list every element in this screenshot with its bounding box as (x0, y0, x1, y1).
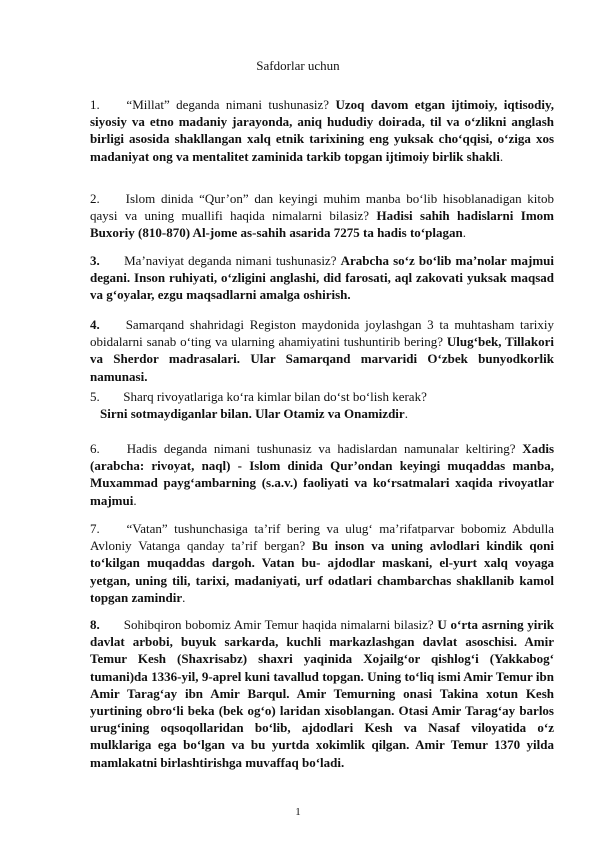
question-item-6 (90, 440, 554, 509)
page-number: 1 (295, 806, 301, 818)
question-text: Ma’naviyat deganda nimani tushunasiz? (124, 253, 337, 268)
question-number: 7. (90, 521, 100, 536)
question-number: 5. (90, 389, 100, 404)
question-number: 8. (90, 617, 100, 632)
question-item-1 (90, 96, 554, 165)
question-item-3 (90, 252, 554, 304)
answer-tail: . (499, 148, 504, 164)
question-item-8 (90, 616, 554, 771)
answer-text: Arabcha so‘z bo‘lib ma’nolar majmui degani. Inson ruhiyati, o‘zligini anglashi, did farosati, aql zakovati yuksak maqsad va g‘oyalar, ezgu maqsadlarni amalga oshirish. (90, 253, 554, 303)
question-text: Hadis deganda nimani tushunasiz va hadislardan namunalar keltiring? (126, 441, 516, 456)
answer-text: Sirni sotmaydiganlar bilan. Ular Otamiz va Onamizdir (100, 406, 405, 422)
answer-text: Xadis (arabcha: rivoyat, naql) - Islom dinida Qur’ondan keyingi muqaddas manba, Muxammad payg‘ambarning (s.a.v.) faoliyati va ko‘rsatmalari xaqida rivoyatlar majmui (90, 441, 555, 508)
question-number: 3. (90, 253, 100, 268)
answer-text: Uzoq davom etgan ijtimoiy, iqtisodiy, siyosiy va etno madaniy jarayonda, aniq hududiy doirada, til va o‘zlikni anglash birligi asosida shakllangan xalq etnik tarixining eng yuksak cho‘qqisi, o‘ziga xos madaniyat ong va mentalitet zaminida tarkib topgan ijtimoiy birlik shakli (90, 97, 554, 164)
answer-tail: . (462, 225, 466, 241)
question-text: “Vatan” tushunchasiga ta’rif bering va ulug‘ ma’rifatparvar bobomiz Abdulla Avloniy Vatanga qanday ta’rif bergan? (90, 521, 554, 554)
answer-tail: . (182, 589, 186, 605)
document-title: Safdorlar uchun (256, 58, 340, 73)
question-number: 1. (90, 97, 100, 112)
question-text: Samarqand shahridagi Registon maydonida joylashgan 3 ta muhtasham tarixiy obidalarni sanab o‘ting va ularning ahamiyatini tushuntirib bering? (90, 317, 554, 350)
question-text: “Millat” deganda nimani tushunasiz? (126, 97, 330, 112)
question-item-5 (90, 388, 554, 422)
question-item-7 (90, 520, 554, 606)
question-number: 4. (90, 317, 100, 332)
question-text: Sohibqiron bobomiz Amir Temur haqida nimalarni bilasiz? (123, 617, 434, 632)
answer-text: Bu inson va uning avlodlari kindik qoni to‘kilgan muqaddas dargoh. Vatan bu- ajdodlar maskani, el-yurt xalq voyaga yetgan, uning tili, tarixi, madaniyati, urf odatlari chambarchas shakllanib kamol topgan zamindir (90, 538, 554, 605)
question-number: 2. (90, 191, 100, 206)
answer-tail: . (133, 492, 137, 508)
answer-text: Ulug‘bek, Tillakori va Sherdor madrasalari. Ular Samarqand marvaridi O‘zbek bunyodkorlik namunasi. (90, 334, 555, 384)
answer-tail: . (404, 406, 408, 422)
answer-text: U o‘rta asrning yirik davlat arbobi, buyuk sarkarda, kuchli markazlashgan davlat asoschisi. Amir Temur Kesh (Shaxrisabz) shaxri yaqinida Xojailg‘or qishlog‘i (Yakkabog‘ tumani)da 1336-yil, 9-aprel kuni tavallud topgan. Uning to‘liq ismi Amir Temur ibn Amir Tarag‘ay ibn Amir Barqul. Amir Temurning onasi Takina xotun Kesh yurtining obro‘li beka (bek og‘o) laridan xisoblangan. Otasi Amir Tarag‘ay barlos urug‘ining oqsoqollaridan bo‘lib, ajdodlari Kesh va Nasaf viloyatida o‘z mulklariga ega bo‘lgan va bu yurtda xokimlik qilgan. Amir Temur 1370 yilda mamlakatni birlashtirishga muvaffaq bo‘ladi. (90, 617, 555, 770)
question-item-4 (90, 316, 554, 385)
answer-text: Hadisi sahih hadislarni Imom Buxoriy (810-870) Al-jome as-sahih asarida 7275 ta hadis to‘plagan (90, 208, 555, 241)
question-item-2 (90, 190, 554, 242)
question-text: Sharq rivoyatlariga ko‘ra kimlar bilan do‘st bo‘lish kerak? (123, 389, 427, 404)
question-text: Islom dinida “Qur’on” dan keyingi muhim manba bo‘lib hisoblanadigan kitob qaysi va uning muallifi haqida nimalarni bilasiz? (90, 191, 555, 224)
question-number: 6. (90, 441, 100, 456)
